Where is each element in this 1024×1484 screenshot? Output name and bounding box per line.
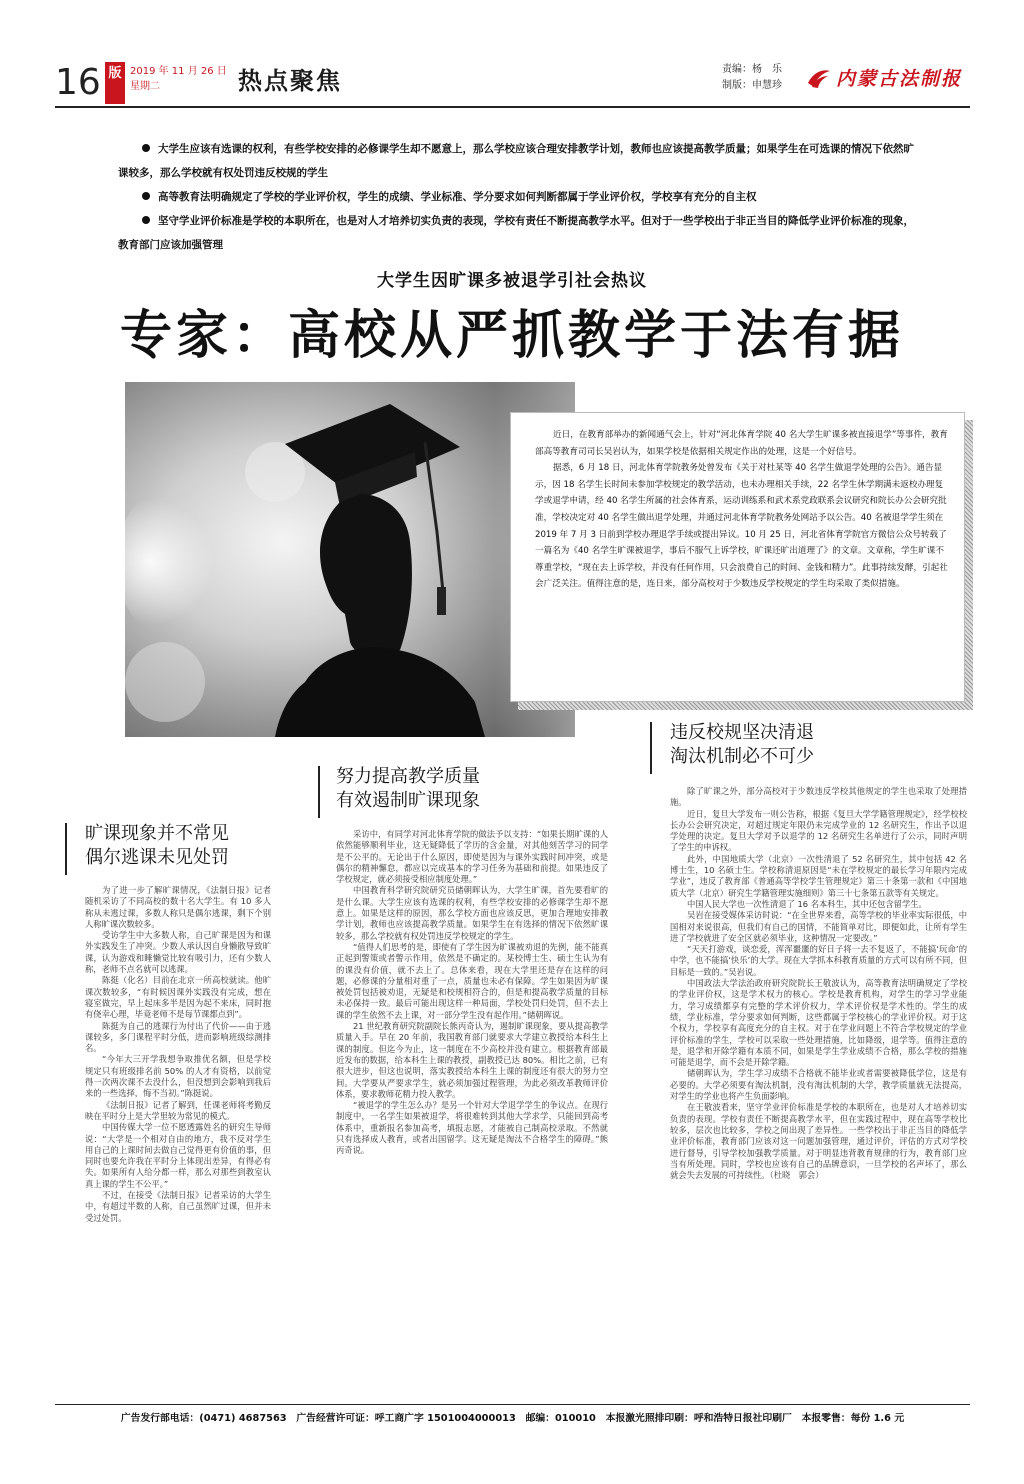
article-paragraph: 为了进一步了解旷课情况，《法制日报》记者随机采访了不同高校的数十名大学生。有 10 多人称从未逃过课，多数人称只是偶尔逃课，剩下个别人称旷课次数较多。	[85, 885, 271, 929]
middle-section-title: 努力提高教学质量 有效遏制旷课现象	[336, 766, 480, 811]
footer-rule	[55, 1404, 970, 1405]
left-column-text	[85, 885, 271, 1395]
article-paragraph: 21 世纪教育研究院副院长熊丙奇认为，遏制旷课现象，要从提高教学质量入手。早在 20 年前，我国教育部门就要求大学建立教授给本科生上课的制度。但迄今为止，这一制度在不少高校并没有建立。根据教育部最近发布的数据，给本科生上课的教授，副教授已达 80%。相比之前，已有很大进步，但这也说明，落实教授给本科生上课的制度还有很大的努力空间。大学要从严要求学生，就必须加强过程管理，为此必须改革教师评价体系，要求教师花精力投入教学。	[336, 1021, 608, 1099]
bullet-icon	[142, 216, 150, 224]
bullet-icon	[142, 144, 150, 152]
right-column-text	[670, 786, 967, 1398]
column-title: 热点聚焦	[238, 67, 342, 95]
article-paragraph: 中国教育科学研究院研究员储朝晖认为，大学生旷课，首先要看旷的是什么课。大学生应该有选课的权利，有些学校安排的必修课学生却不愿意上。如果是这样的原因，那么学校方面也应该反思，更加合理地安排教学计划，教师也应该提高教学质量。如果学生在有选择的情况下依然旷课较多，那么学校就有权处罚违反学校规定的学生。	[336, 885, 608, 941]
date-text: 2019 年 11 月 26 日	[130, 66, 227, 77]
footer-info: 广告发行部电话：(0471) 4687563 广告经营许可证：呼工商广字 1501004000013 邮编：010010 本报激光照排印刷：呼和浩特日报社印刷厂 本报零售：每份 1.6 元	[120, 1413, 905, 1424]
graduate-silhouette-photo	[125, 382, 575, 737]
newspaper-logo	[806, 64, 962, 91]
production-name: 制版：申慧珍	[722, 80, 782, 91]
weekday-text: 星期二	[130, 81, 160, 92]
article-paragraph: “值得人们思考的是，即使有了学生因为旷课被劝退的先例，能不能真正起到警策或者警示作用，依然是不确定的。某校博士生、硕士生认为有的课没有价值，就不去上了。总体来看，现在大学里还是存在这样的问题，必修课的分量相对重了一点，质量也未必有保障。学生如果因为旷课被处罚包括被劝退，无疑是和校规相符合的，但是和提高教学质量的目标未必保持一致。最后可能出现这样一种局面，学校处罚归处罚，但不去上课的学生依然不去上课，对一部分学生没有起作用。”储朝晖说。	[336, 941, 608, 1020]
bullet-icon	[142, 192, 150, 200]
article-paragraph: 中国人民大学也一次性清退了 16 名本科生，其中还包含留学生。	[687, 898, 927, 909]
article-paragraph: 中国传媒大学一位不愿透露姓名的研究生导师说：“大学是一个相对自由的地方，我不反对学生用自己的上课时间去做自己觉得更有价值的事，但同时也要允许我在平时分上体现出差异，有得必有失。如果所有人给分都一样，那么对那些到教室认真上课的学生不公平。”	[85, 1122, 271, 1189]
article-paragraph: 在王敬波看来，坚守学业评价标准是学校的本职所在，也是对人才培养切实负责的表现。学校有责任不断提高教学水平，但在实践过程中，现在高等学校比较多，层次也比较多，学校之间出现了差异性。一些学校出于非正当目的降低学业评价标准，教育部门应该对这一问题加强管理，通过评价，评估的方式对学校进行督导，引导学校加强教学质量。对于明显违背教育规律的行为，教育部门应当有所处理。同时，学校也应该有自己的品牌意识，一旦学校的名声坏了，那么就会失去发展的可持续性。（杜晓 郭会）	[670, 1102, 967, 1181]
article-paragraph: 《法制日报》记者了解到，任课老师将考勤反映在平时分上是大学里较为常见的模式。	[85, 1099, 271, 1121]
graduate-photo-image	[125, 382, 575, 737]
article-paragraph: 中国政法大学法治政府研究院院长王敬波认为，高等教育法明确规定了学校的学业评价权，这是学术权力的核心。学校是教育机构，对学生的学习学业能力，学习成绩都享有完整的学术评价权力，学术评价权是学术性的。学生的成绩，学业标准，学分要求如何判断，这些都属于学校核心的学业评价权。对于这个权力，学校享有高度充分的自主权。对于在学业问题上不符合学校规定的学业评价标准的学生，学校可以采取一些处理措施，比如降级，退学等。值得注意的是，退学和开除学籍有本质不同，如果是学生学业成绩不合格，那么学校的措施可能是退学，而不会是开除学籍。	[670, 978, 967, 1068]
article-paragraph: 储朝晖认为，学生学习成绩不合格就不能毕业或者需要被降低学位，这是有必要的。大学必须要有淘汰机制，没有淘汰机制的大学，教学质量就无法提高，对学生的学业也将产生负面影响。	[670, 1068, 967, 1102]
left-subhead-bar	[65, 823, 67, 875]
article-paragraph: 近日，复旦大学发布一则公告称，根据《复旦大学学籍管理规定》，经学校校长办公会研究决定，对超过规定年限仍未完成学业的 12 名研究生，作出予以退学处理的决定。复旦大学对予以退学的 12 名研究生名单进行了公示，同时声明了学生的申诉权。	[670, 808, 967, 853]
page-number: 16	[55, 62, 101, 103]
left-section-title: 旷课现象并不常见 偶尔逃课未见处罚	[85, 823, 229, 868]
lead-summary	[118, 137, 918, 257]
logo-text: 内蒙古法制报	[836, 68, 963, 90]
article-paragraph: 除了旷课之外，部分高校对于少数违反学校其他规定的学生也采取了处理措施。	[670, 786, 967, 808]
lead-item: 大学生应该有选课的权利，有些学校安排的必修课学生却不愿意上，那么学校应该合理安排教学计划，教师也应该提高教学质量；如果学生在可选课的情况下依然旷课较多，那么学校就有权处罚违反校规的学生	[118, 143, 914, 179]
article-paragraph: 不过，在接受《法制日报》记者采访的大学生中，有超过半数的人称，自己虽然旷过课，但并未受过处罚。	[85, 1190, 271, 1223]
right-section-title: 违反校规坚决清退 淘汰机制必不可少	[670, 722, 814, 767]
middle-column-text	[336, 829, 608, 1395]
issue-date	[130, 64, 227, 94]
edition-badge: 版	[105, 62, 125, 104]
kicker-headline: 大学生因旷课多被退学引社会热议	[377, 271, 647, 291]
intro-box	[510, 412, 965, 702]
article-paragraph: “被退学的学生怎么办？是另一个针对大学退学学生的争议点。在现行制度中，一名学生如果被退学，将很难转到其他大学求学，只能回到高考体系中，重新报名参加高考，填报志愿，才能被自己制高校录取。不然就只有选择成人教育，或者出国留学。这无疑是淘汰不合格学生的障碍。”熊丙奇说。	[336, 1100, 608, 1156]
swoosh-logo-icon	[806, 67, 832, 89]
article-paragraph: 吴岩在接受媒体采访时说：“在全世界来看，高等学校的毕业率实际很低，中国相对来说很高，但我们有自己的国情，不能简单对比，即便如此，让所有学生进了学校就进了安全区就必须毕业，这种情况一定要改。”	[670, 910, 967, 943]
editor-name: 责编：杨 乐	[722, 64, 782, 75]
middle-subhead-bar	[318, 766, 320, 818]
article-paragraph: 采访中，有同学对河北体育学院的做法予以支持：“如果长期旷课的人依然能够顺利毕业，这无疑降低了学历的含金量，对其他刻苦学习的同学是不公平的。无论出于什么原因，即使是因为与课外实践时间冲突，或是偶尔的精神懈怠，都应以完成基本的学习任务为基础和前提。如果违反了学校规定，就必须接受相应制度处理。”	[336, 829, 608, 885]
lead-item: 坚守学业评价标准是学校的本职所在，也是对人才培养切实负责的表现，学校有责任不断提高教学水平。但对于一些学校出于非正当目的降低学业评价标准的现象，教育部门应该加强管理	[118, 215, 914, 251]
right-subhead-bar	[650, 722, 652, 774]
article-paragraph: 此外，中国地质大学（北京）一次性清退了 52 名研究生，其中包括 42 名博士生，10 名硕士生。学校称清退原因是“未在学校规定的最长学习年限内完成学业”，违反了教育部《普通高等学校学生管理规定》第三十条第一款和《中国地质大学（北京）研究生学籍管理实施细则》第三十七条第五款等有关规定。	[670, 853, 967, 898]
intro-paragraph: 近日，在教育部举办的新闻通气会上，针对“河北体育学院 40 名大学生旷课多被直接退学”等事件，教育部高等教育司司长吴岩认为，如果学校是依据相关规定作出的处理，这是一个好信号。	[535, 430, 948, 457]
article-paragraph: 受访学生中大多数人称，自己旷课是因为和课外实践发生了冲突。少数人承认因自身懒散导致旷课，认为游戏和睡懒觉比较有吸引力，还有少数人称，老师不点名就可以逃课。	[85, 930, 271, 975]
article-paragraph: “天天打游戏，谈恋爱，浑浑噩噩的好日子将一去不复返了，不能搞‘玩命’的中学，也不能搞‘快乐’的大学。现在大学抓本科教育质量的方式可以有所不同，但目标是一致的。”吴岩说。	[670, 944, 967, 977]
article-paragraph: 陈挺为自己的逃课行为付出了代价——由于逃课较多，多门课程平时分低，进而影响班级综测排名。	[85, 1020, 271, 1054]
article-paragraph: 陈挺（化名）目前在北京一所高校就读。他旷课次数较多，“有时候因课外实践没有完成，想在寝室做完，早上起床多半是因为起不来床，同时抱有侥幸心理，毕竟老师不是每节课都点到”。	[85, 975, 271, 1020]
editor-credits	[722, 62, 782, 94]
lead-item: 高等教育法明确规定了学校的学业评价权，学生的成绩、学业标准、学分要求如何判断都属于学业评价权，学校享有充分的自主权	[118, 185, 918, 209]
article-paragraph: “今年大三开学我想争取推优名额，但是学校规定只有班级排名前 50% 的人才有资格，以前觉得一次两次课不去没什么，但没想到会影响到我后来的一些选择，悔不当初。”陈挺说。	[85, 1054, 271, 1099]
main-headline: 专家：高校从严抓教学于法有据	[119, 305, 904, 366]
intro-paragraph: 据悉，6 月 18 日，河北体育学院教务处曾发布《关于对杜某等 40 名学生做退学处理的公告》。通告显示，因 18 名学生长时间未参加学校规定的教学活动，也未办理相关手续，22 名学生休学期满未返校办理复学或退学申请，经 40 名学生所属的社会体育系，运动训练系和武术系党政联系会议研究和院长办公会研究批准，学校决定对 40 名学生做出退学处理，并通过河北体育学院教务处网站予以公告。40 名被退学学生须在 2019 年 7 月 3 日前到学校办理退学手续或提出异议。10 月 25 日，河北省体育学院官方微信公众号转载了一篇名为《40 名学生旷课被退学，事后不服气上诉学校，旷课还旷出道理了》的文章。文章称，学生旷课不尊重学校，“现在去上诉学校，并没有任何作用，只会浪费自己的时间、金钱和精力”。此事持续发酵，引起社会广泛关注。值得注意的是，连日来，部分高校对于少数违反学校规定的学生均采取了类似措施。	[535, 463, 948, 590]
header-rule	[55, 106, 970, 108]
